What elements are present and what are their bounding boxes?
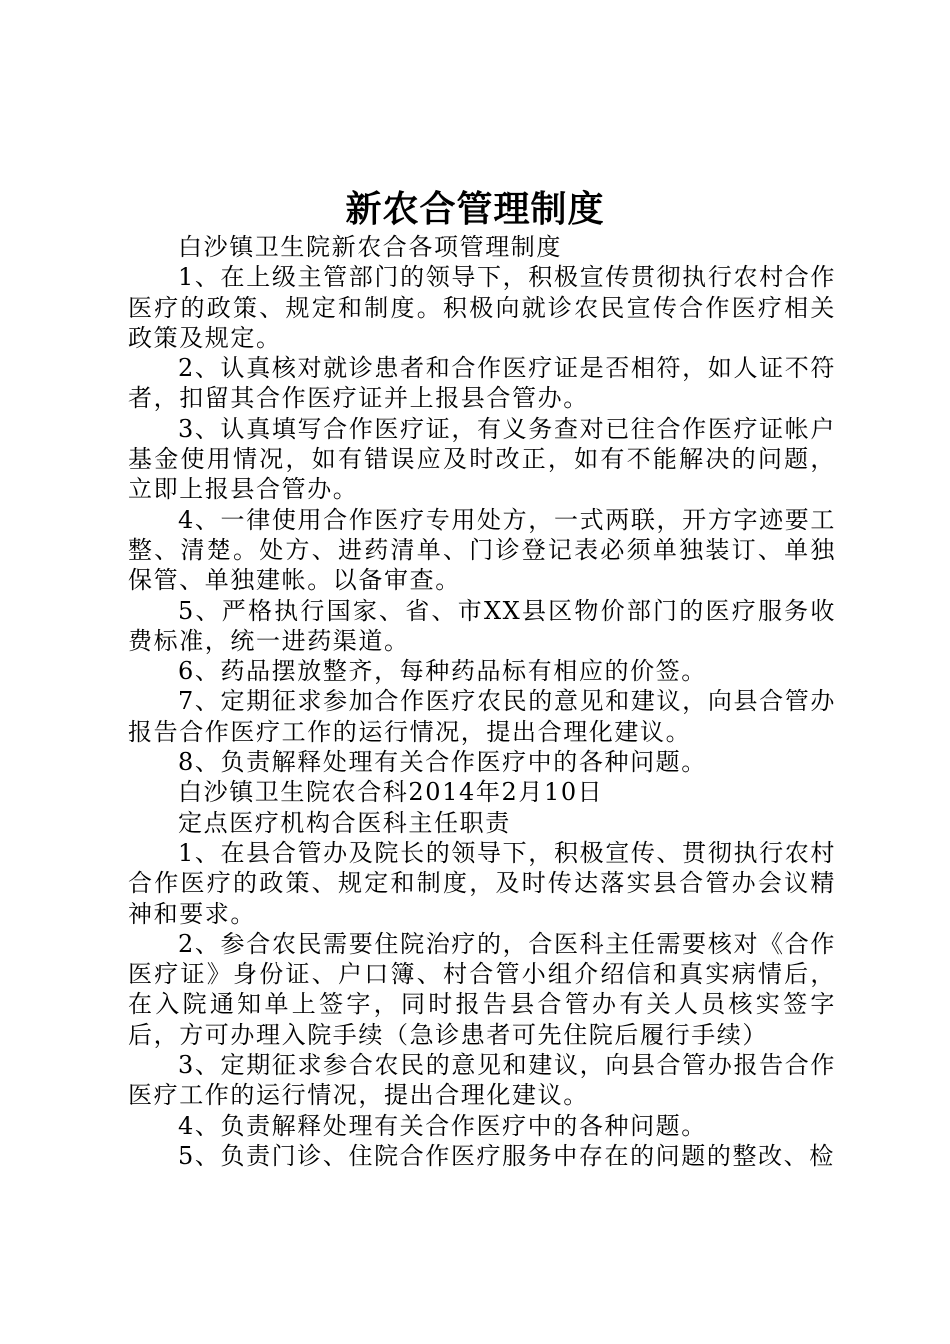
paragraph: 2、参合农民需要住院治疗的，合医科主任需要核对《合作医疗证》身份证、户口簿、村合管小组介绍信和真实病情后，在入院通知单上签字，同时报告县合管办有关人员核实签字后，方可办理入院手续（急诊患者可先住院后履行手续） (128, 929, 836, 1049)
paragraph: 7、定期征求参加合作医疗农民的意见和建议，向县合管办报告合作医疗工作的运行情况，提出合理化建议。 (128, 687, 836, 746)
paragraph: 1、在上级主管部门的领导下，积极宣传贯彻执行农村合作医疗的政策、规定和制度。积极向就诊农民宣传合作医疗相关政策及规定。 (128, 263, 836, 352)
paragraph: 8、负责解释处理有关合作医疗中的各种问题。 (178, 748, 707, 777)
paragraph: 1、在县合管办及院长的领导下，积极宣传、贯彻执行农村合作医疗的政策、规定和制度，及时传达落实县合管办会议精神和要求。 (128, 838, 836, 928)
paragraph: 3、定期征求参合农民的意见和建议，向县合管办报告合作医疗工作的运行情况，提出合理化建议。 (128, 1051, 836, 1110)
paragraph: 4、一律使用合作医疗专用处方，一式两联，开方字迹要工整、清楚。处方、进药清单、门诊登记表必须单独装订、单独保管、单独建帐。以备审查。 (128, 505, 836, 595)
paragraph: 4、负责解释处理有关合作医疗中的各种问题。 (178, 1111, 707, 1140)
paragraph: 6、药品摆放整齐，每种药品标有相应的价签。 (178, 657, 707, 686)
section-heading: 定点医疗机构合医科主任职责 (178, 808, 511, 837)
document-body (128, 232, 836, 1171)
document-title: 新农合管理制度 (345, 188, 605, 230)
paragraph: 2、认真核对就诊患者和合作医疗证是否相符，如人证不符者，扣留其合作医疗证并上报县合管办。 (128, 354, 836, 413)
paragraph: 5、负责门诊、住院合作医疗服务中存在的问题的整改、检 (178, 1141, 835, 1170)
paragraph: 5、严格执行国家、省、市XX县区物价部门的医疗服务收费标准，统一进药渠道。 (128, 596, 836, 655)
paragraph: 3、认真填写合作医疗证，有义务查对已往合作医疗证帐户基金使用情况，如有错误应及时改正，如有不能解决的问题，立即上报县合管办。 (128, 414, 836, 504)
signature-date: 白沙镇卫生院农合科2014年2月10日 (178, 778, 604, 807)
section-heading: 白沙镇卫生院新农合各项管理制度 (178, 233, 562, 261)
